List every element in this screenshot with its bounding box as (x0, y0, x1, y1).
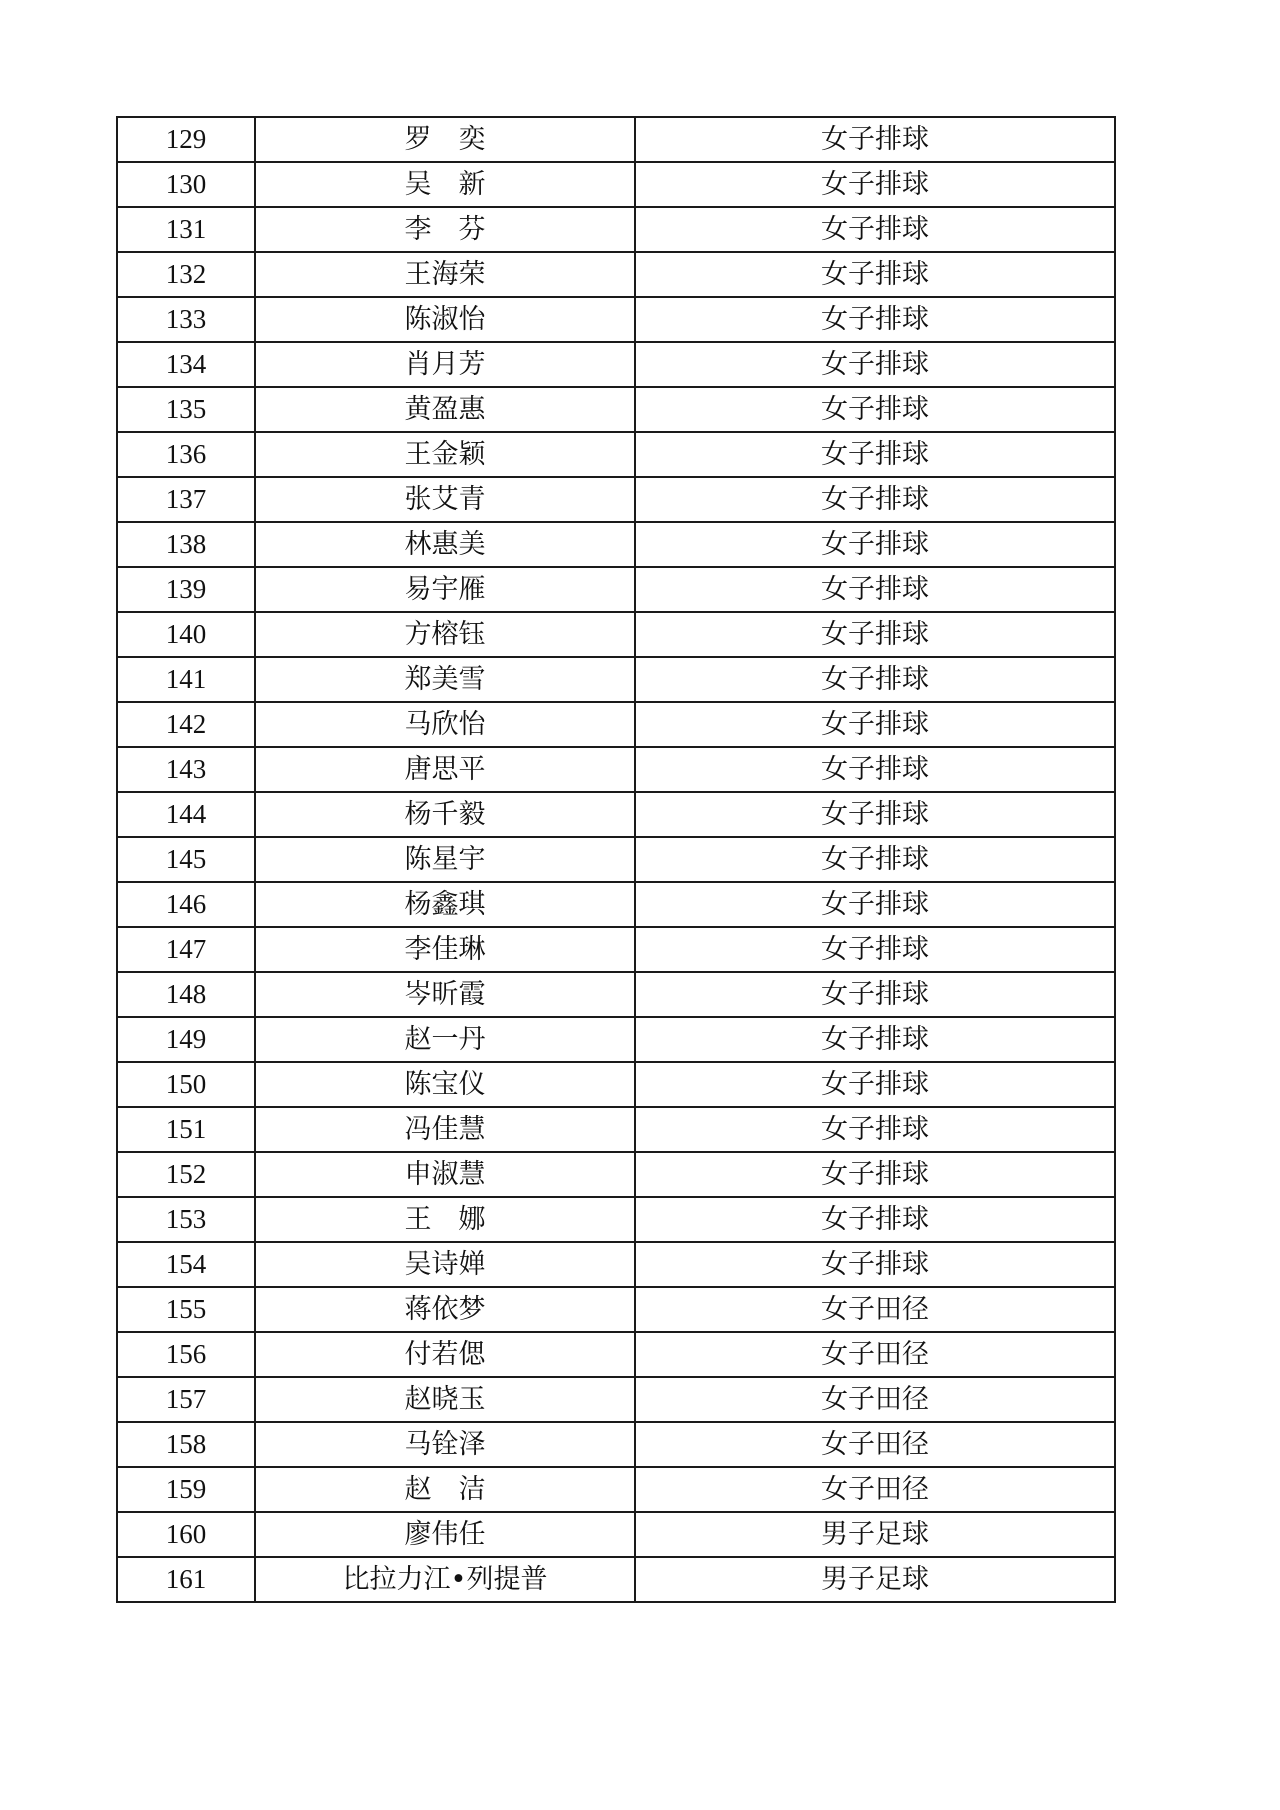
row-number-cell: 157 (117, 1377, 255, 1422)
sport-event-cell: 女子排球 (635, 1152, 1115, 1197)
sport-event-cell: 女子排球 (635, 1197, 1115, 1242)
row-number-cell: 155 (117, 1287, 255, 1332)
sport-event-cell: 女子排球 (635, 387, 1115, 432)
table-row (117, 1197, 1115, 1242)
row-number-cell: 137 (117, 477, 255, 522)
athlete-name-cell: 付若偲 (255, 1332, 635, 1377)
row-number-cell: 129 (117, 117, 255, 162)
row-number-cell: 138 (117, 522, 255, 567)
athlete-name-cell: 冯佳慧 (255, 1107, 635, 1152)
row-number-cell: 134 (117, 342, 255, 387)
sport-event-cell: 女子排球 (635, 792, 1115, 837)
table-row (117, 567, 1115, 612)
table-row (117, 1422, 1115, 1467)
sport-event-cell: 女子排球 (635, 252, 1115, 297)
table-row (117, 1287, 1115, 1332)
athlete-name-cell: 杨鑫琪 (255, 882, 635, 927)
athlete-name-cell: 马铨泽 (255, 1422, 635, 1467)
athlete-name-cell: 比拉力江•列提普 (255, 1557, 635, 1602)
athlete-name-cell: 陈宝仪 (255, 1062, 635, 1107)
sport-event-cell: 女子田径 (635, 1332, 1115, 1377)
athlete-name-cell: 易宇雁 (255, 567, 635, 612)
sport-event-cell: 女子排球 (635, 927, 1115, 972)
sport-event-cell: 女子排球 (635, 657, 1115, 702)
row-number-cell: 136 (117, 432, 255, 477)
row-number-cell: 146 (117, 882, 255, 927)
table-row (117, 117, 1115, 162)
table-row (117, 1512, 1115, 1557)
row-number-cell: 153 (117, 1197, 255, 1242)
sport-event-cell: 女子排球 (635, 297, 1115, 342)
athlete-name-cell: 肖月芳 (255, 342, 635, 387)
athlete-roster-table (116, 116, 1116, 1603)
table-row (117, 792, 1115, 837)
row-number-cell: 158 (117, 1422, 255, 1467)
row-number-cell: 149 (117, 1017, 255, 1062)
sport-event-cell: 女子田径 (635, 1422, 1115, 1467)
athlete-name-cell: 吴 新 (255, 162, 635, 207)
athlete-name-cell: 黄盈惠 (255, 387, 635, 432)
row-number-cell: 156 (117, 1332, 255, 1377)
table-row (117, 837, 1115, 882)
table-row (117, 1062, 1115, 1107)
sport-event-cell: 女子排球 (635, 207, 1115, 252)
table-row (117, 1467, 1115, 1512)
athlete-name-cell: 马欣怡 (255, 702, 635, 747)
athlete-name-cell: 张艾青 (255, 477, 635, 522)
athlete-name-cell: 岑昕霞 (255, 972, 635, 1017)
row-number-cell: 135 (117, 387, 255, 432)
athlete-name-cell: 赵 洁 (255, 1467, 635, 1512)
row-number-cell: 160 (117, 1512, 255, 1557)
row-number-cell: 152 (117, 1152, 255, 1197)
table-row (117, 1242, 1115, 1287)
table-row (117, 1332, 1115, 1377)
sport-event-cell: 女子排球 (635, 1017, 1115, 1062)
sport-event-cell: 女子排球 (635, 1107, 1115, 1152)
table-row (117, 972, 1115, 1017)
sport-event-cell: 女子田径 (635, 1377, 1115, 1422)
sport-event-cell: 女子排球 (635, 342, 1115, 387)
sport-event-cell: 女子排球 (635, 522, 1115, 567)
table-row (117, 432, 1115, 477)
athlete-name-cell: 陈淑怡 (255, 297, 635, 342)
table-row (117, 927, 1115, 972)
athlete-name-cell: 王海荣 (255, 252, 635, 297)
row-number-cell: 161 (117, 1557, 255, 1602)
sport-event-cell: 女子排球 (635, 567, 1115, 612)
athlete-name-cell: 王金颖 (255, 432, 635, 477)
row-number-cell: 130 (117, 162, 255, 207)
sport-event-cell: 女子排球 (635, 117, 1115, 162)
row-number-cell: 151 (117, 1107, 255, 1152)
row-number-cell: 140 (117, 612, 255, 657)
athlete-name-cell: 唐思平 (255, 747, 635, 792)
athlete-name-cell: 蒋依梦 (255, 1287, 635, 1332)
sport-event-cell: 女子排球 (635, 477, 1115, 522)
table-row (117, 1557, 1115, 1602)
sport-event-cell: 女子排球 (635, 702, 1115, 747)
row-number-cell: 131 (117, 207, 255, 252)
athlete-name-cell: 李佳琳 (255, 927, 635, 972)
athlete-name-cell: 林惠美 (255, 522, 635, 567)
table-row (117, 702, 1115, 747)
athlete-name-cell: 郑美雪 (255, 657, 635, 702)
table-row (117, 612, 1115, 657)
row-number-cell: 143 (117, 747, 255, 792)
table-row (117, 252, 1115, 297)
row-number-cell: 154 (117, 1242, 255, 1287)
sport-event-cell: 女子排球 (635, 612, 1115, 657)
row-number-cell: 150 (117, 1062, 255, 1107)
table-row (117, 882, 1115, 927)
athlete-name-cell: 申淑慧 (255, 1152, 635, 1197)
athlete-name-cell: 吴诗婵 (255, 1242, 635, 1287)
row-number-cell: 147 (117, 927, 255, 972)
table-row (117, 342, 1115, 387)
sport-event-cell: 男子足球 (635, 1512, 1115, 1557)
row-number-cell: 145 (117, 837, 255, 882)
row-number-cell: 133 (117, 297, 255, 342)
athlete-name-cell: 方榕钰 (255, 612, 635, 657)
table-row (117, 657, 1115, 702)
athlete-name-cell: 李 芬 (255, 207, 635, 252)
athlete-name-cell: 罗 奕 (255, 117, 635, 162)
row-number-cell: 142 (117, 702, 255, 747)
row-number-cell: 144 (117, 792, 255, 837)
table-row (117, 1107, 1115, 1152)
roster-table-body (117, 117, 1115, 1602)
sport-event-cell: 女子排球 (635, 882, 1115, 927)
table-row (117, 1377, 1115, 1422)
table-row (117, 387, 1115, 432)
row-number-cell: 141 (117, 657, 255, 702)
sport-event-cell: 女子排球 (635, 747, 1115, 792)
table-row (117, 207, 1115, 252)
sport-event-cell: 女子排球 (635, 432, 1115, 477)
sport-event-cell: 女子排球 (635, 837, 1115, 882)
table-row (117, 1152, 1115, 1197)
athlete-name-cell: 杨千毅 (255, 792, 635, 837)
row-number-cell: 139 (117, 567, 255, 612)
sport-event-cell: 女子田径 (635, 1287, 1115, 1332)
table-row (117, 162, 1115, 207)
table-row (117, 297, 1115, 342)
table-row (117, 477, 1115, 522)
sport-event-cell: 女子排球 (635, 1242, 1115, 1287)
table-row (117, 747, 1115, 792)
row-number-cell: 132 (117, 252, 255, 297)
athlete-name-cell: 廖伟任 (255, 1512, 635, 1557)
table-row (117, 522, 1115, 567)
sport-event-cell: 女子排球 (635, 162, 1115, 207)
sport-event-cell: 女子排球 (635, 972, 1115, 1017)
athlete-name-cell: 陈星宇 (255, 837, 635, 882)
sport-event-cell: 女子排球 (635, 1062, 1115, 1107)
sport-event-cell: 女子田径 (635, 1467, 1115, 1512)
sport-event-cell: 男子足球 (635, 1557, 1115, 1602)
athlete-name-cell: 赵一丹 (255, 1017, 635, 1062)
row-number-cell: 148 (117, 972, 255, 1017)
table-row (117, 1017, 1115, 1062)
athlete-name-cell: 赵晓玉 (255, 1377, 635, 1422)
athlete-name-cell: 王 娜 (255, 1197, 635, 1242)
row-number-cell: 159 (117, 1467, 255, 1512)
